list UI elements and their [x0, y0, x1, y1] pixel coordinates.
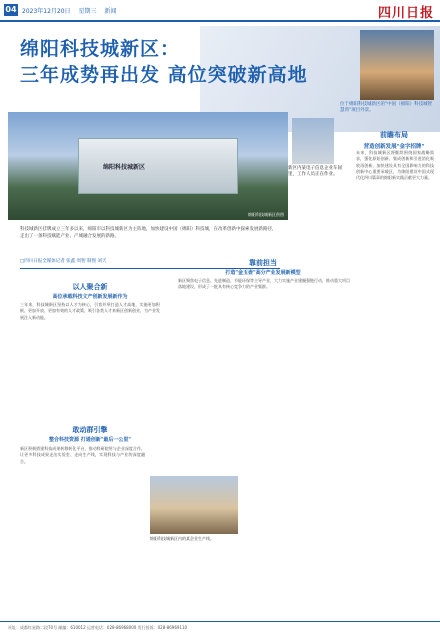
- right-photo: [360, 30, 434, 100]
- headline-line-1: 绵阳科技城新区：: [20, 38, 181, 60]
- section-1-column: [20, 302, 160, 418]
- section-1-body: 三年来，科技城新区坚持以人才为核心，引育并举打造人才高地，实施更加积极、更加开放、更加有效的人才政策，吸引各类人才来新区创新创业，为产业发展注入新动能。: [20, 302, 160, 320]
- building-shape: [78, 138, 238, 194]
- bottom-photo: [150, 476, 238, 534]
- page-header: [0, 0, 440, 22]
- main-photo: [8, 112, 288, 220]
- sidebar-body: 未来，科技城新区将继续围绕国家战略需求，强化原始创新、集成创新和引进消化吸收再创新，加快建设具有全国影响力的科技创新中心重要承载区，为绵阳建设中国式现代化四川篇章的绵阳新实践贡献更大力量。: [356, 150, 434, 181]
- main-photo-credit: 绵阳科技城新区供图: [248, 212, 284, 217]
- section-1-kicker: 以人聚合新: [72, 283, 108, 291]
- section-2-heading: [178, 258, 348, 276]
- section-3-heading: [30, 425, 150, 443]
- section-1-subtitle: 高位承载科技文产创新发展新作为: [52, 294, 128, 300]
- section-2-column: [178, 278, 350, 468]
- section-2-continued-column: [245, 476, 350, 616]
- page-number: 04: [5, 5, 17, 14]
- lead-paragraph: 科技城新区挂牌成立三年多以来，绵阳市以科技城新区为主阵地，加快建设中国（绵阳）科技城，在改革创新中探索发展新路径，走出了一条科技赋能产业、产城融合发展的新路。: [20, 227, 277, 239]
- section-3-column: [20, 446, 145, 616]
- section-2-kicker: 靠前担当: [249, 259, 277, 267]
- section-1-heading: [30, 282, 150, 300]
- mid-photo: [292, 118, 334, 164]
- header-date: 2023年12月20日: [22, 8, 71, 15]
- sidebar-kicker: 前瞻布局: [380, 131, 408, 139]
- sidebar-column: [356, 150, 434, 615]
- header-weekday: 星期三: [78, 8, 97, 15]
- bottom-photo-caption: 绵阳科技城新区内的某企业生产线。: [150, 536, 214, 541]
- byline: □四川日报全媒体记者 张鑫 周智 制图 刘天: [20, 259, 107, 264]
- section-3-subtitle: 整合科技资源 打通创新"最后一公里": [49, 437, 131, 443]
- headline-line-2: 三年成势再出发 高位突破新高地: [20, 64, 308, 86]
- header-section: 新闻: [104, 8, 117, 15]
- mid-photo-caption: 新区内某电子信息企业车间里，工作人员正在作业。: [288, 166, 342, 177]
- section-3-body: 新区积极搭建科技成果转移转化平台，推动科研院所与企业深度合作，让更多科技成果走出实验室、走向生产线，实现科技与产业的深度融合。: [20, 446, 145, 464]
- page-footer: 社址：成都红星路二段70号 邮编：610012 运营电话：028-86968000 发行投诉：028-86969110: [0, 621, 440, 635]
- header-info: [22, 6, 122, 15]
- section-3-kicker: 敢动群引擎: [72, 426, 108, 434]
- section-2-subtitle: 打造"金玉壶"高分产业发展新模型: [225, 270, 301, 276]
- building-sign: 绵阳科技城新区: [103, 164, 146, 171]
- sidebar-subtitle: 营造创新发展"金字招牌": [363, 144, 425, 150]
- sidebar-heading: [356, 130, 432, 150]
- section-2-body: 新区聚焦电子信息、先进制造、节能环保等主导产业，大力实施产业建圈强链行动，推动重大项目落地建设，形成了一批具有核心竞争力的产业集群。: [178, 278, 350, 290]
- right-photo-caption: 位于绵阳科技城新区的"中国（绵阳）科技城智慧湾"项目外景。: [340, 102, 433, 113]
- newspaper-logo: 四川日报: [377, 6, 434, 21]
